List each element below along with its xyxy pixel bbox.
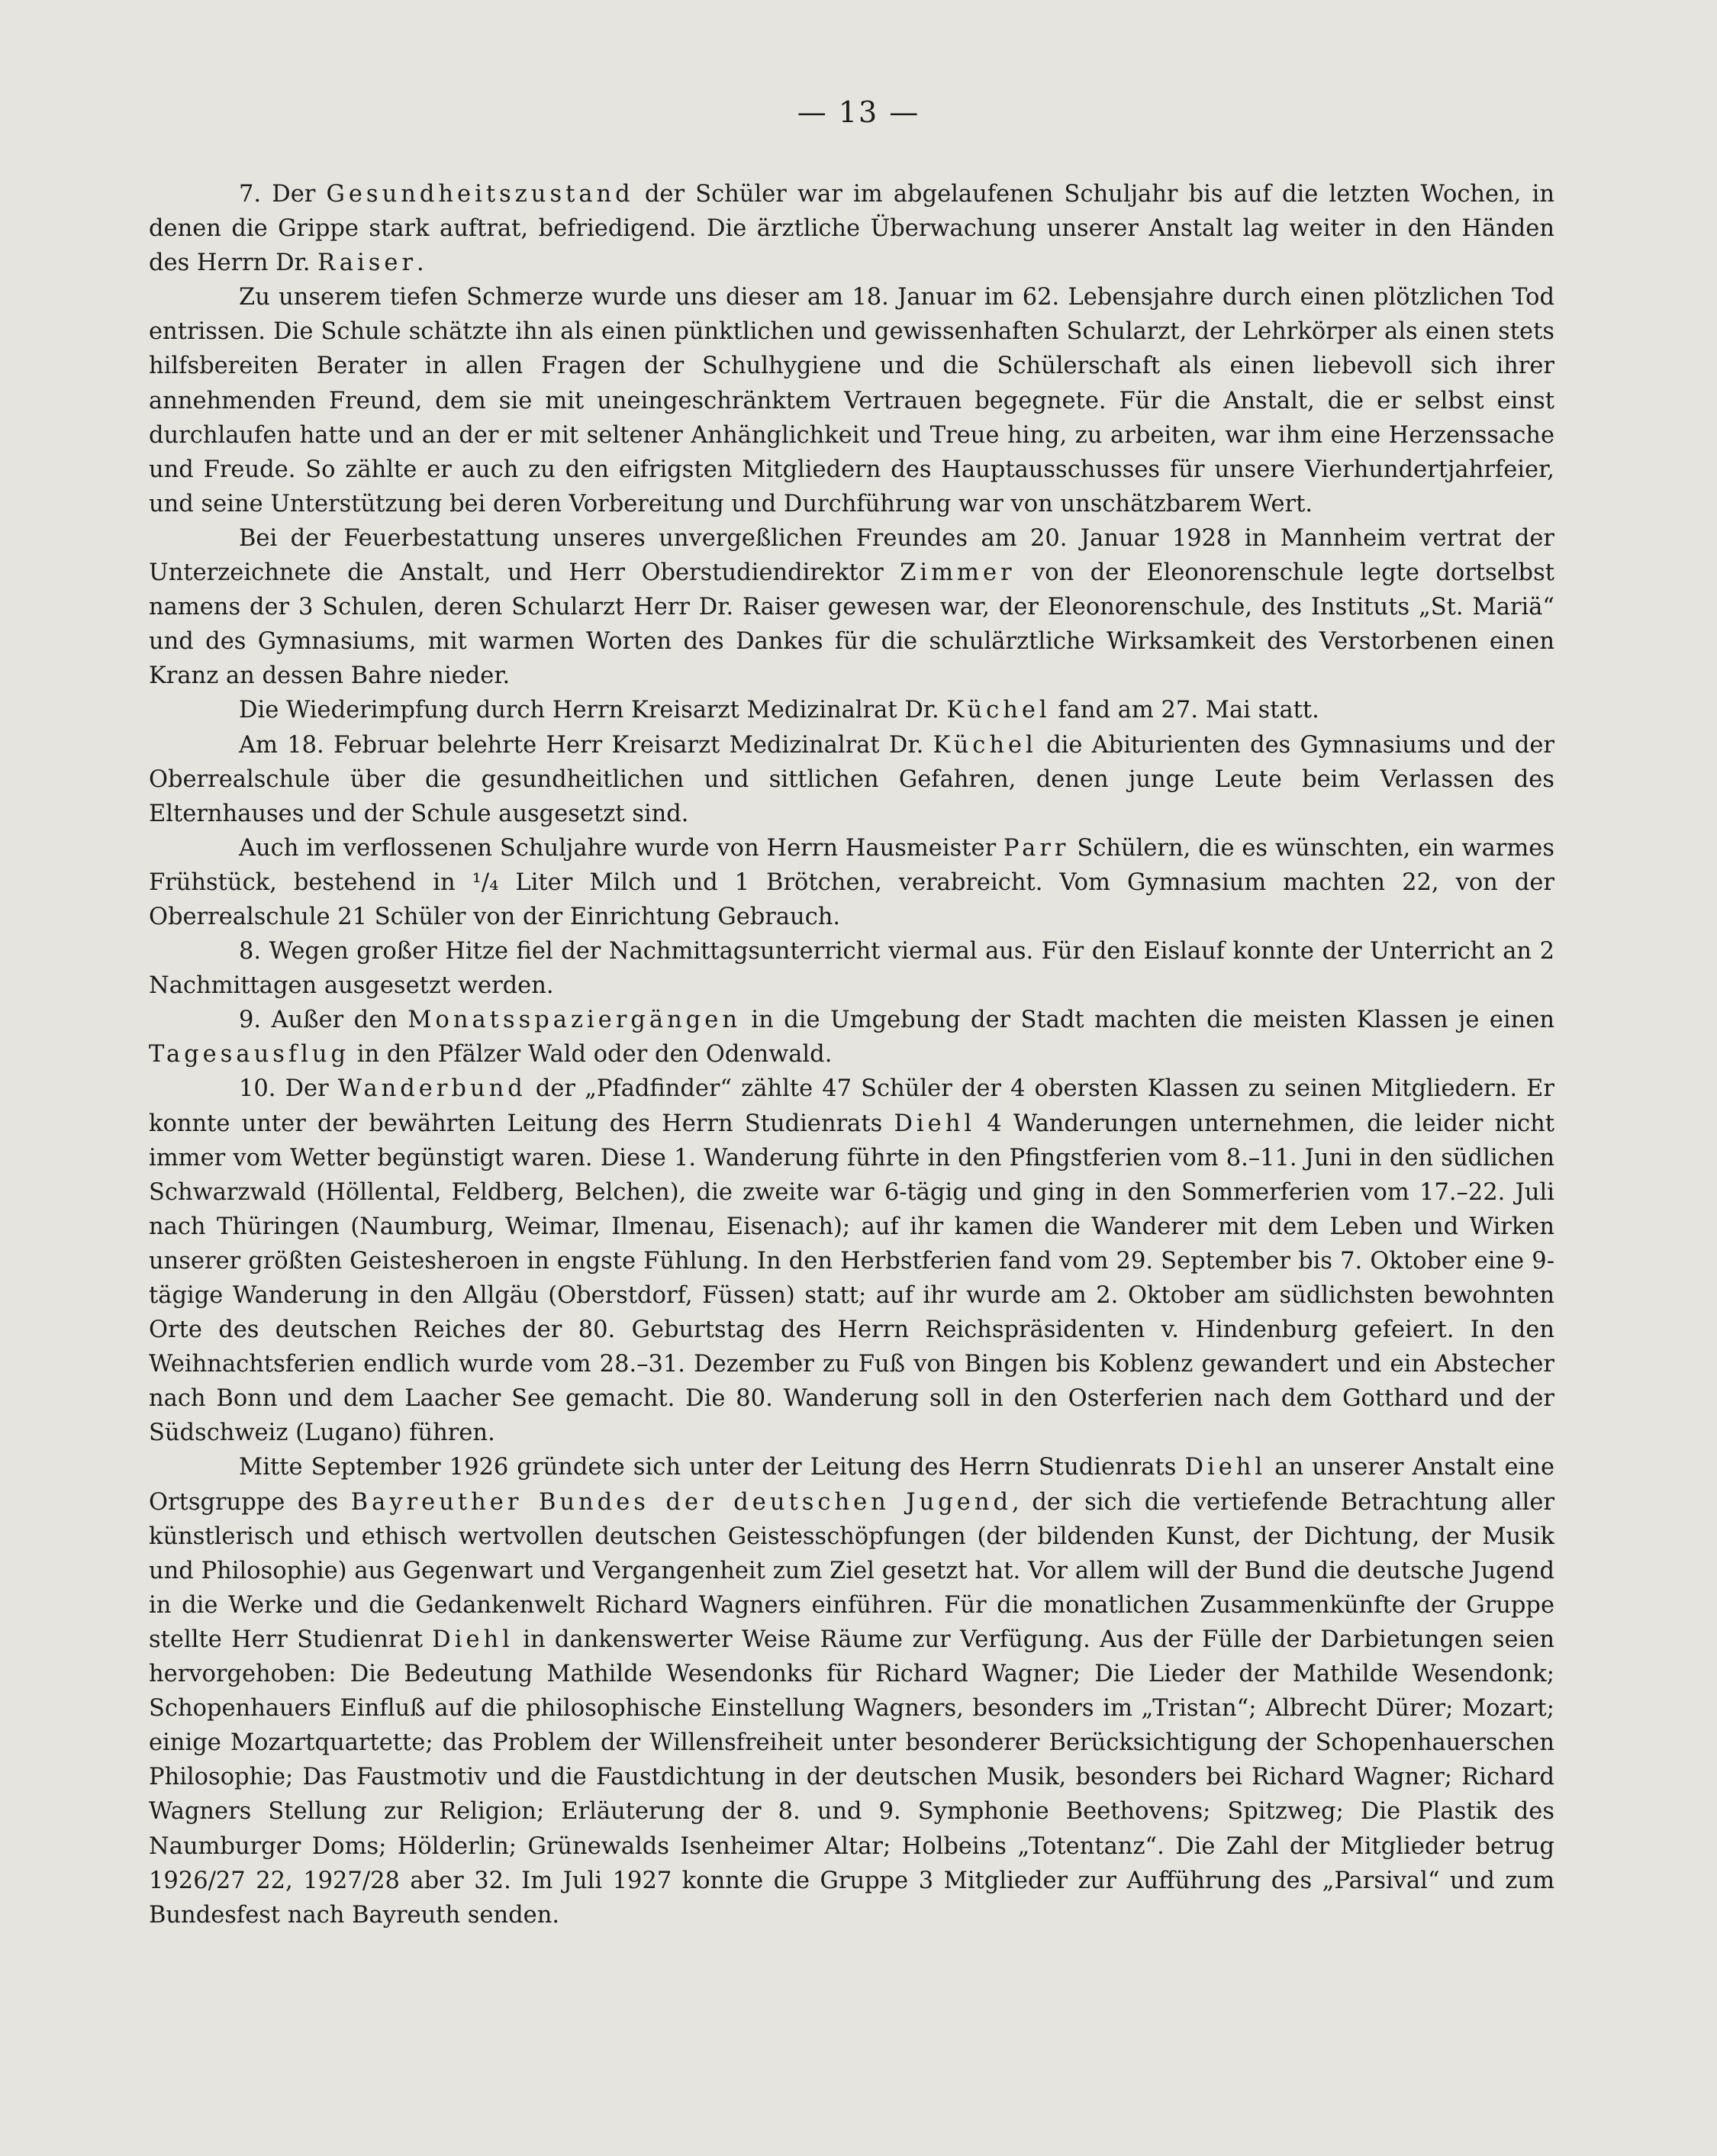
text-run: 8. Wegen großer Hitze fiel der Nachmittagsunterricht viermal aus. Für den Eislauf konnte der Unterricht an 2 Nachmittagen ausgesetzt werden. — [149, 938, 1554, 1000]
body-text — [149, 177, 1554, 1932]
text-run: Schülern, die es wünschten, ein warmes Frühstück, bestehend in ¹/₄ Liter Milch und 1 Brötchen, verabreicht. Vom Gymnasium machten 22, von der Oberrealschule 21 Schüler von der Einrichtung Gebrauch. — [149, 834, 1554, 930]
text-run: , der sich die vertiefende Betrachtung aller künstlerisch und ethisch wertvollen deutschen Geistesschöpfungen (der bildenden Kunst, der Dichtung, der Musik und Philosophie) aus Gegenwart und Vergangenheit zum Ziel gesetzt hat. Vor allem will der Bund die deutsche Jugend in die Werke und die Gedankenwelt Richard Wagners einführen. Für die monatlichen Zusammenkünfte der Gruppe stellte Herr Studienrat — [149, 1488, 1554, 1653]
paragraph-p5 — [149, 728, 1554, 831]
text-run: in den Pfälzer Wald oder den Odenwald. — [350, 1041, 833, 1068]
paragraph-p6 — [149, 831, 1554, 934]
text-run: von der Eleonorenschule legte dortselbst namens der 3 Schulen, deren Schularzt Herr Dr. Raiser gewesen war, der Eleonorenschule, des Instituts „St. Mariä“ und des Gymnasiums, mit warmen Worten des Dankes für die schulärztliche Wirksamkeit des Verstorbenen einen Kranz an dessen Bahre nieder. — [149, 559, 1554, 690]
emphasized-text: Monatsspaziergängen — [408, 1007, 741, 1034]
text-run: fand am 27. Mai statt. — [1050, 697, 1319, 724]
emphasized-text: Tagesausflug — [149, 1041, 350, 1068]
emphasized-text: Diehl — [432, 1626, 514, 1653]
emphasized-text: Diehl — [1184, 1454, 1267, 1481]
emphasized-text: Küchel — [946, 697, 1051, 724]
emphasized-text: Parr — [1003, 834, 1070, 862]
text-run: in dankenswerter Weise Räume zur Verfügung. Aus der Fülle der Darbietungen seien hervorgehoben: Die Bedeutung Mathilde Wesendonks für Richard Wagner; Die Lieder der Mathilde Wesendonk; Schopenhauers Einfluß auf die philosophische Einstellung Wagners, besonders im „Tristan“; Albrecht Dürer; Mozart; einige Mozartquartette; das Problem der Willensfreiheit unter besonderer Berücksichtigung der Schopenhauerschen Philosophie; Das Faustmotiv und die Faustdichtung in der deutschen Musik, besonders bei Richard Wagner; Richard Wagners Stellung zur Religion; Erläuterung der 8. und 9. Symphonie Beethovens; Spitzweg; Die Plastik des Naumburger Doms; Hölderlin; Grünewalds Isenheimer Altar; Holbeins „Totentanz“. Die Zahl der Mitglieder betrug 1926/27 22, 1927/28 aber 32. Im Juli 1927 konnte die Gruppe 3 Mitglieder zur Aufführung des „Parsival“ und zum Bundesfest nach Bayreuth senden. — [149, 1626, 1554, 1929]
paragraph-p7 — [149, 934, 1554, 1003]
paragraph-p3 — [149, 521, 1554, 693]
emphasized-text: Wanderbund — [337, 1075, 527, 1103]
paragraph-p4 — [149, 693, 1554, 727]
emphasized-text: Raiser — [317, 250, 417, 277]
text-run: . — [417, 250, 424, 277]
text-run: Bei der Feuerbestattung unseres unvergeßlichen Freundes am 20. Januar 1928 in Mannheim vertrat der Unterzeichnete die Anstalt, und Herr Oberstudiendirektor — [149, 524, 1554, 587]
paragraph-p8 — [149, 1003, 1554, 1072]
text-run: Am 18. Februar belehrte Herr Kreisarzt Medizinalrat Dr. — [239, 731, 933, 759]
text-run: Die Wiederimpfung durch Herrn Kreisarzt Medizinalrat Dr. — [239, 697, 947, 724]
emphasized-text: Küchel — [933, 731, 1037, 759]
emphasized-text: Gesundheitszustand — [326, 181, 634, 208]
text-run: 9. Außer den — [239, 1007, 408, 1034]
text-run: Auch im verflossenen Schuljahre wurde von Herrn Hausmeister — [239, 834, 1004, 862]
text-run: Mitte September 1926 gründete sich unter der Leitung des Herrn Studienrats — [239, 1454, 1185, 1481]
text-run: Zu unserem tiefen Schmerze wurde uns dieser am 18. Januar im 62. Lebensjahre durch einen plötzlichen Tod entrissen. Die Schule schätzte ihn als einen pünktlichen und gewissenhaften Schularzt, der Lehrkörper als einen stets hilfsbereiten Berater in allen Fragen der Schulhygiene und die Schülerschaft als einen liebevoll sich ihrer annehmenden Freund, dem sie mit uneingeschränktem Vertrauen begegnete. Für die Anstalt, die er selbst einst durchlaufen hatte und an der er mit seltener Anhänglichkeit und Treue hing, zu arbeiten, war ihm eine Herzenssache und Freude. So zählte er auch zu den eifrigsten Mitgliedern des Hauptausschusses für unsere Vierhundertjahrfeier, und seine Unterstützung bei deren Vorbereitung und Durchführung war von unschätzbarem Wert. — [149, 284, 1554, 517]
text-run: 7. Der — [239, 181, 327, 208]
paragraph-p10 — [149, 1450, 1554, 1932]
emphasized-text: Bayreuther Bundes der deutschen Jugend — [350, 1488, 1013, 1516]
emphasized-text: Zimmer — [900, 559, 1016, 587]
text-run: der Schüler war im abgelaufenen Schuljahr bis auf die letzten Wochen, in denen die Grippe stark auftrat, befriedigend. Die ärztliche Überwachung unserer Anstalt lag weiter in den Händen des Herrn Dr. — [149, 181, 1554, 277]
text-run: die Abiturienten des Gymnasiums und der Oberrealschule über die gesundheitlichen und sittlichen Gefahren, denen junge Leute beim Verlassen des Elternhauses und der Schule ausgesetzt sind. — [149, 731, 1554, 827]
text-run: 10. Der — [239, 1075, 338, 1103]
paragraph-p2 — [149, 280, 1554, 521]
page-number: — 13 — — [797, 95, 920, 129]
text-run: der „Pfadfinder“ zählte 47 Schüler der 4 obersten Klassen zu seinen Mitgliedern. Er konnte unter der bewährten Leitung des Herrn Studienrats — [149, 1075, 1554, 1137]
paragraph-p9 — [149, 1072, 1554, 1450]
text-run: in die Umgebung der Stadt machten die meisten Klassen je einen — [740, 1007, 1554, 1034]
text-run: 4 Wanderungen unternehmen, die leider nicht immer vom Wetter begünstigt waren. Diese 1. Wanderung führte in den Pfingstferien vom 8.–11. Juni in den südlichen Schwarzwald (Höllental, Feldberg, Belchen), die zweite war 6-tägig und ging in den Sommerferien vom 17.–22. Juli nach Thüringen (Naumburg, Weimar, Ilmenau, Eisenach); auf ihr kamen die Wanderer mit dem Leben und Wirken unserer größten Geistesheroen in engste Fühlung. In den Herbstferien fand vom 29. September bis 7. Oktober eine 9-tägige Wanderung in den Allgäu (Oberstdorf, Füssen) statt; auf ihr wurde am 2. Oktober am südlichsten bewohnten Orte des deutschen Reiches der 80. Geburtstag des Herrn Reichspräsidenten v. Hindenburg gefeiert. In den Weihnachtsferien endlich wurde vom 28.–31. Dezember zu Fuß von Bingen bis Koblenz gewandert und ein Abstecher nach Bonn und dem Laacher See gemacht. Die 80. Wanderung soll in den Osterferien nach dem Gotthard und der Südschweiz (Lugano) führen. — [149, 1110, 1554, 1447]
text-run: an unserer Anstalt eine Ortsgruppe des — [149, 1454, 1554, 1516]
emphasized-text: Diehl — [894, 1110, 976, 1137]
paragraph-p1 — [149, 177, 1554, 280]
